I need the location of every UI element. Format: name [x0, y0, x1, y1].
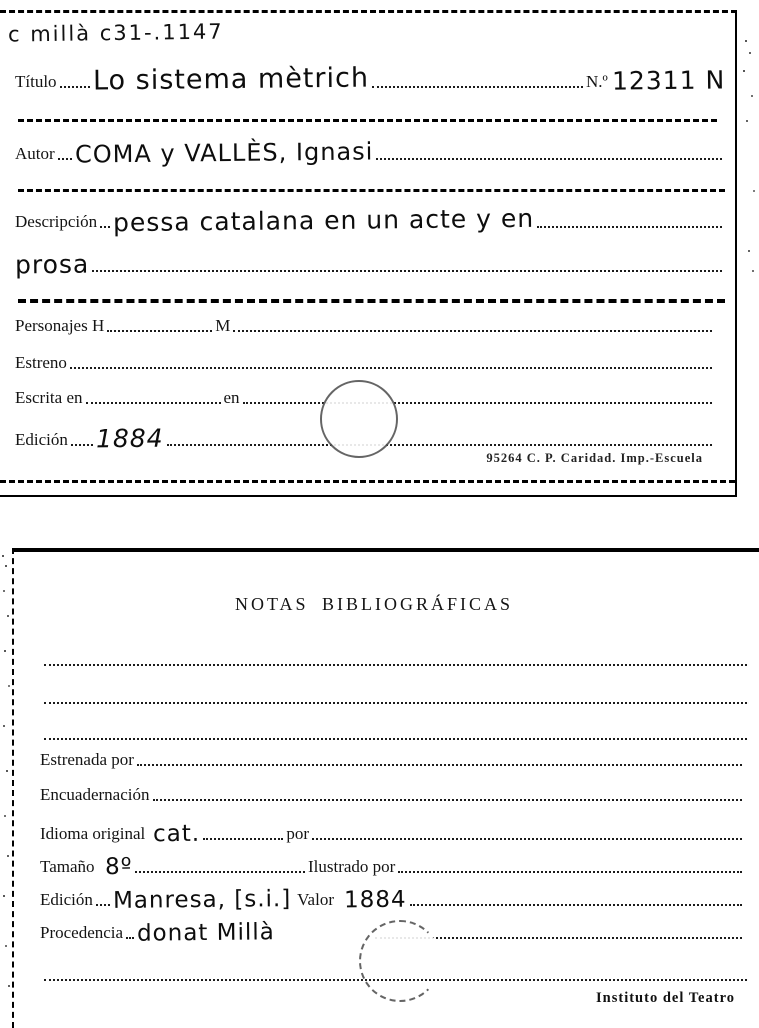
rule-line — [126, 937, 134, 939]
rule-line — [107, 330, 212, 332]
titulo-value: Lo sistema mètrich — [92, 62, 369, 97]
scan-noise — [745, 40, 747, 42]
edicion-label: Edición — [40, 890, 93, 909]
estrenada-row — [40, 750, 745, 770]
edicion-value: Manresa, [s.i.] — [112, 886, 292, 914]
escrita-en-label: Escrita en — [15, 388, 83, 407]
rule-line — [137, 764, 742, 766]
autor-value: COMA y VALLÈS, Ignasi — [74, 137, 374, 169]
descripcion-label: Descripción — [15, 212, 98, 231]
round-stamp-mark — [320, 380, 398, 458]
rule-line — [92, 270, 722, 272]
tamano-value: 8º — [104, 853, 133, 881]
en-label: en — [223, 388, 240, 407]
rule-line — [398, 871, 742, 873]
rule-line — [58, 158, 72, 160]
edicion-label: Edición — [15, 430, 68, 449]
ilustrado-label: Ilustrado por — [308, 857, 396, 876]
rule-line — [376, 158, 722, 160]
personajes-row — [15, 316, 715, 336]
valor-label: Valor — [297, 890, 334, 909]
card-bottom-border — [0, 495, 735, 497]
descripcion-value-line1: pessa catalana en un acte y en — [113, 203, 535, 238]
rule-line — [86, 402, 221, 404]
rule-line — [312, 838, 742, 840]
titulo-row — [15, 61, 726, 97]
catalog-card-front — [0, 10, 737, 497]
tamano-row — [40, 851, 745, 881]
rule-line — [372, 86, 583, 88]
estreno-label: Estreno — [15, 353, 67, 372]
personajes-label: Personajes H — [15, 316, 105, 335]
rule-line — [71, 444, 93, 446]
m-label: M — [215, 316, 231, 335]
idioma-label: Idioma original — [40, 824, 146, 843]
notes-rule-line — [44, 979, 747, 981]
idioma-row — [40, 818, 745, 848]
estrenada-label: Estrenada por — [40, 750, 134, 769]
encuadernacion-row — [40, 785, 745, 805]
rule-line — [100, 226, 110, 228]
descripcion-row — [15, 203, 725, 238]
por-label: por — [286, 824, 310, 843]
notes-rule-line — [44, 702, 747, 704]
encuadernacion-label: Encuadernación — [40, 785, 150, 804]
rule-line — [537, 226, 722, 228]
autor-label: Autor — [15, 144, 55, 163]
printer-imprint: 95264 C. P. Caridad. Imp.-Escuela — [486, 451, 703, 465]
rule-line — [135, 871, 305, 873]
idioma-value: cat. — [153, 820, 201, 848]
edicion-valor-row — [40, 884, 745, 914]
catalog-card-back — [12, 548, 759, 1028]
titulo-label: Título — [15, 72, 57, 91]
rule-line — [203, 838, 283, 840]
tamano-label: Tamaño — [40, 857, 95, 876]
numero-label: N.º — [586, 72, 608, 91]
scan-noise — [2, 555, 4, 557]
rule-line — [70, 367, 712, 369]
rule-line — [96, 904, 110, 906]
rule-line — [60, 86, 90, 88]
call-number-annotation: c millà c31-.1147 — [7, 19, 224, 47]
round-stamp-mark — [359, 920, 441, 1002]
notes-rule-line — [44, 664, 747, 666]
valor-value: 1884 — [343, 886, 407, 914]
card-bottom-border — [0, 480, 735, 483]
procedencia-label: Procedencia — [40, 923, 124, 942]
autor-row — [15, 136, 725, 169]
descripcion-value-line2: prosa — [14, 249, 90, 280]
rule-line — [410, 904, 742, 906]
instituto-footer: Instituto del Teatro — [596, 990, 735, 1006]
notes-rule-line — [44, 738, 747, 740]
rule-line — [233, 330, 712, 332]
notas-title: NOTAS BIBLIOGRÁFICAS — [234, 594, 514, 614]
rule-line — [153, 799, 743, 801]
rule-line — [243, 402, 712, 404]
separator-line — [18, 119, 717, 122]
estreno-row — [15, 353, 715, 373]
separator-line — [18, 189, 725, 192]
edicion-value: 1884 — [95, 423, 164, 454]
procedencia-value: donat Millà — [136, 919, 275, 947]
descripcion-row-2 — [14, 247, 725, 280]
separator-line — [18, 299, 725, 303]
rule-line — [167, 444, 712, 446]
numero-value: 12311 N — [611, 65, 726, 96]
